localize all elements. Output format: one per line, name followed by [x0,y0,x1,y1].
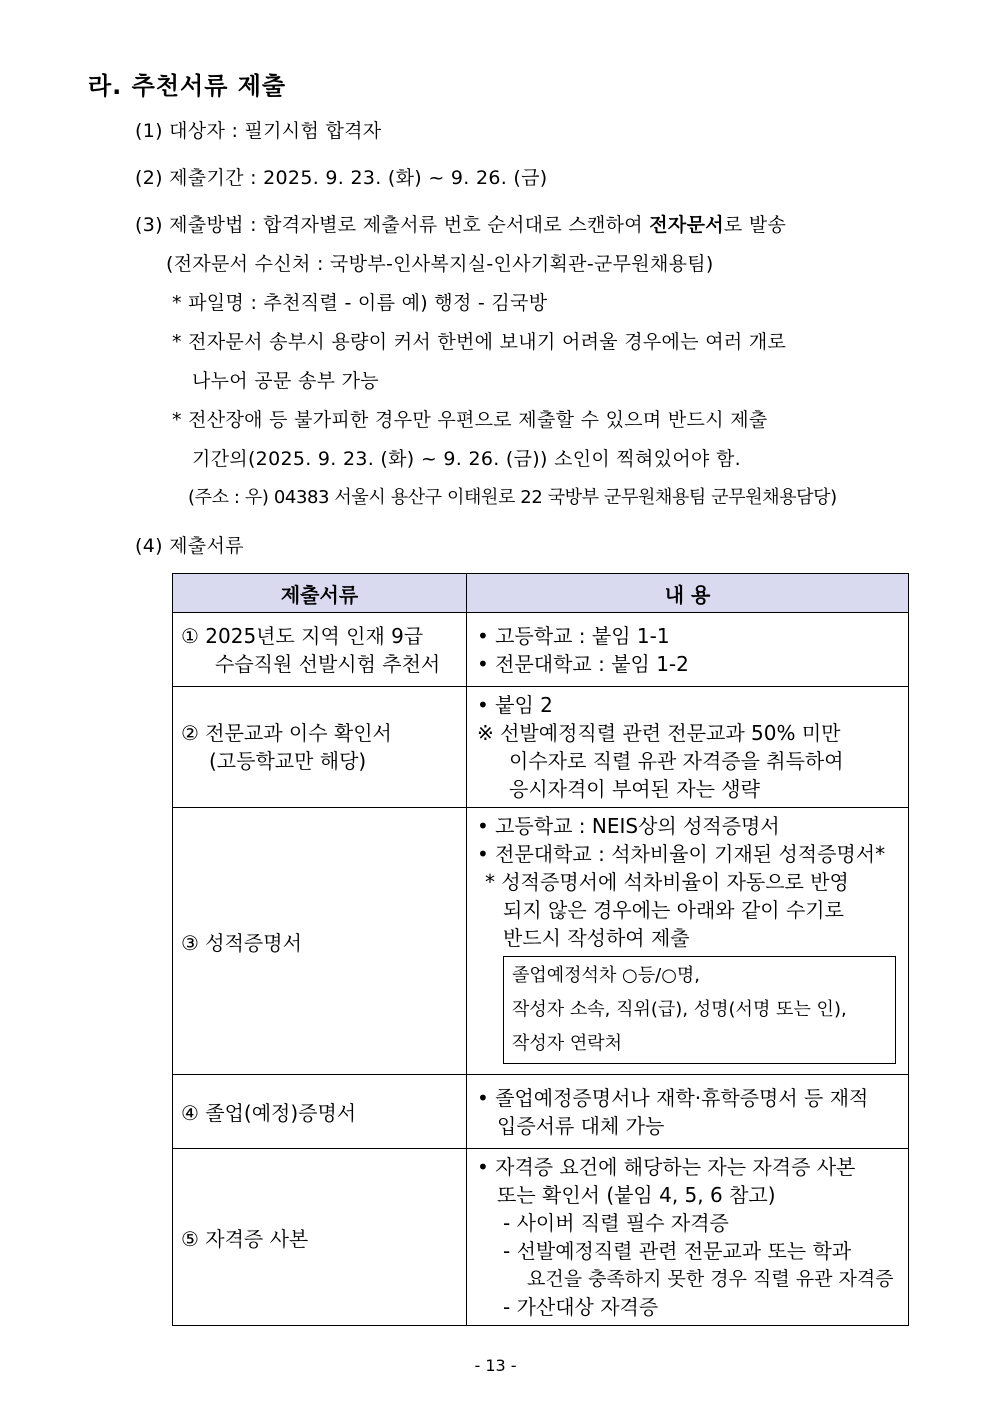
table-row [173,1149,909,1326]
handwritten-info-box [503,956,896,1064]
content-text: 요건을 충족하지 못한 경우 직렬 유관 자격증 [527,1268,894,1290]
content-text: 반드시 작성하여 제출 [503,926,690,950]
table-row [173,613,909,687]
content-text: - 가산대상 자격증 [503,1295,659,1319]
content-text: 응시자격이 부여된 자는 생략 [509,777,760,801]
content-text: • 전문대학교 : 붙임 1-2 [477,651,689,676]
box-text: 작성자 연락처 [512,1033,623,1054]
filename-note: * 파일명 : 추천직렬 - 이름 예) 행정 - 김국방 [172,292,548,314]
note1-line1: * 전자문서 송부시 용량이 커서 한번에 보내기 어려울 경우에는 여러 개로 [172,331,787,353]
section-heading: 라. 추천서류 제출 [88,72,287,100]
method-suffix: 로 발송 [723,214,787,236]
recipient-line: (전자문서 수신처 : 국방부-인사복지실-인사기획관-군무원채용팀) [166,253,714,275]
header-content: 내 용 [467,574,909,613]
note1-line2: 나누어 공문 송부 가능 [192,370,379,392]
doc-text: ③ 성적증명서 [181,930,302,955]
table-row [173,808,909,1075]
table-header-row [173,574,909,613]
content-text: 또는 확인서 (붙임 4, 5, 6 참고) [497,1183,776,1207]
content-text: 되지 않은 경우에는 아래와 같이 수기로 [503,898,844,922]
address-line: (주소 : 우) 04383 서울시 용산구 이태원로 22 국방부 군무원채용팀 군무원채용담당) [188,487,837,508]
content-cell [467,687,909,808]
content-text: 이수자로 직렬 유관 자격증을 취득하여 [509,749,844,773]
content-text: • 고등학교 : 붙임 1-1 [477,623,670,648]
target-item: (1) 대상자 : 필기시험 합격자 [135,120,382,142]
doc-cell [173,808,467,1075]
content-text: • 자격증 요건에 해당하는 자는 자격증 사본 [477,1155,856,1179]
doc-text: ② 전문교과 이수 확인서 [181,721,392,745]
method-item [135,210,909,237]
content-cell [467,1149,909,1326]
content-text: • 붙임 2 [477,693,553,717]
submission-docs-table [172,573,909,1326]
table-row [173,1075,909,1149]
content-text: • 전문대학교 : 석차비율이 기재된 성적증명서* [477,842,886,866]
box-text: 졸업예정석차 ○등/○명, [512,965,701,986]
content-text: • 고등학교 : NEIS상의 성적증명서 [477,814,780,838]
doc-cell [173,613,467,687]
docs-label: (4) 제출서류 [135,535,244,557]
header-docs: 제출서류 [173,574,467,613]
content-text: - 선발예정직렬 관련 전문교과 또는 학과 [503,1239,852,1263]
doc-cell [173,1075,467,1149]
doc-text: (고등학교만 해당) [209,749,367,773]
doc-text: 수습직원 선발시험 추천서 [215,651,441,676]
method-prefix: (3) 제출방법 : 합격자별로 제출서류 번호 순서대로 스캔하여 [135,214,650,236]
method-bold: 전자문서 [649,214,724,236]
page-number: - 13 - [474,1356,517,1375]
content-cell [467,613,909,687]
period-item: (2) 제출기간 : 2025. 9. 23. (화) ~ 9. 26. (금) [135,167,548,189]
doc-cell [173,1149,467,1326]
content-text: * 성적증명서에 석차비율이 자동으로 반영 [485,870,849,894]
table-row [173,687,909,808]
doc-text: ⑤ 자격증 사본 [181,1226,309,1251]
content-text: ※ 선발예정직렬 관련 전문교과 50% 미만 [477,721,841,745]
note2-line1: * 전산장애 등 불가피한 경우만 우편으로 제출할 수 있으며 반드시 제출 [172,409,768,431]
content-cell [467,1075,909,1149]
note2-line2: 기간의(2025. 9. 23. (화) ~ 9. 26. (금)) 소인이 찍혀있어야 함. [192,448,741,470]
box-text: 작성자 소속, 직위(급), 성명(서명 또는 인), [512,999,847,1020]
doc-text: ① 2025년도 지역 인재 9급 [181,623,424,648]
content-cell [467,808,909,1075]
doc-text: ④ 졸업(예정)증명서 [181,1101,357,1125]
doc-cell [173,687,467,808]
content-text: • 졸업예정증명서나 재학·휴학증명서 등 재적 [477,1085,869,1110]
content-text: 입증서류 대체 가능 [497,1113,665,1138]
content-text: - 사이버 직렬 필수 자격증 [503,1211,729,1235]
